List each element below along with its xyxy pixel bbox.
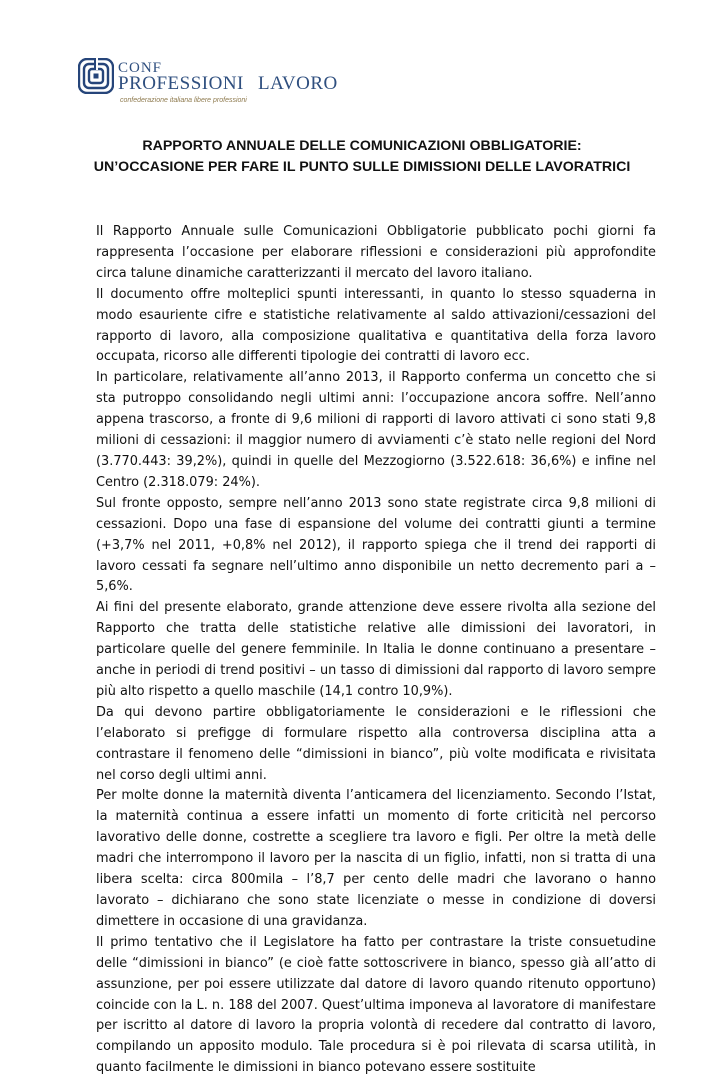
- confprofessioni-wordmark: [118, 58, 338, 108]
- logo-line2: PROFESSIONI: [118, 73, 244, 94]
- paragraph: In particolare, relativamente all’anno 2013, il Rapporto conferma un concetto che si sta putroppo consolidando negli ultimi anni: l’occupazione ancora soffre. Nell’anno appena trascorso, a fronte di 9,6 milioni di rapporti di lavoro attivati ci sono stati 9,8 milioni di cessazioni: il maggior numero di avviamenti c’è stato nelle regioni del Nord (3.770.443: 39,2%), quindi in quelle del Mezzogiorno (3.522.618: 36,6%) e infine nel Centro (2.318.079: 24%).: [96, 370, 656, 490]
- document-title: [60, 136, 664, 178]
- document-body: [96, 222, 656, 1079]
- paragraph: Il primo tentativo che il Legislatore ha fatto per contrastare la triste consuetudine delle “dimissioni in bianco” (e cioè fatte sottoscrivere in bianco, spesso già all’atto di assunzione, per poi essere utilizzate dal datore di lavoro quando ritenuto opportuno) coincide con la L. n. 188 del 2007. Quest’ultima imponeva al lavoratore di manifestare per iscritto al datore di lavoro la propria volontà di recedere dal contratto di lavoro, compilando un apposito modulo. Tale procedura si è poi rilevata di scarsa utilità, in quanto facilmente le dimissioni in bianco potevano essere sostituite: [96, 934, 656, 1076]
- paragraph: Ai fini del presente elaborato, grande attenzione deve essere rivolta alla sezione del Rapporto che tratta delle statistiche relative alle dimissioni dei lavoratori, in particolare quelle del genere femminile. In Italia le donne continuano a presentare – anche in periodi di trend positivi – un tasso di dimissioni dal rapporto di lavoro sempre più alto rispetto a quello maschile (14,1 contro 10,9%).: [96, 600, 656, 699]
- title-line-1: RAPPORTO ANNUALE DELLE COMUNICAZIONI OBBLIGATORIE:: [142, 138, 582, 154]
- title-line-2: UN’OCCASIONE PER FARE IL PUNTO SULLE DIMISSIONI DELLE LAVORATRICI: [93, 159, 631, 175]
- paragraph: Il Rapporto Annuale sulle Comunicazioni Obbligatorie pubblicato pochi giorni fa rappresenta l’occasione per elaborare riflessioni e considerazioni più approfondite circa talune dinamiche caratterizzanti il mercato del lavoro italiano.: [96, 224, 656, 281]
- paragraph: Per molte donne la maternità diventa l’anticamera del licenziamento. Secondo l’Istat, la maternità continua a essere infatti un momento di forte criticità nel percorso lavorativo delle donne, costrette a scegliere tra lavoro e figli. Per oltre la metà delle madri che interrompono il lavoro per la nascita di un figlio, infatti, non si tratta di una libera scelta: circa 800mila – l’8,7 per cento delle madri che lavorano o hanno lavorato – dichiarano che sono state licenziate o messe in condizione di doversi dimettere in occasione di una gravidanza.: [96, 788, 656, 929]
- logo-line1: CONF: [118, 60, 163, 76]
- paragraph: Da qui devono partire obbligatoriamente le considerazioni e le riflessioni che l’elaborato si prefigge di formulare rispetto alla controversa disciplina atta a contrastare il fenomeno delle “dimissioni in bianco”, più volte modificata e rivisitata nel corso degli ultimi anni.: [96, 704, 656, 783]
- logo-tagline: confederazione italiana libere professioni: [120, 97, 247, 104]
- paragraph: Il documento offre molteplici spunti interessanti, in quanto lo stesso squaderna in modo esauriente cifre e statistiche relativamente al saldo attivazioni/cessazioni del rapporto di lavoro, alla composizione qualitativa e quantitativa della forza lavoro occupata, ricorso alle differenti tipologie dei contratti di lavoro ecc.: [96, 286, 656, 365]
- confprofessioni-logo: [78, 58, 338, 110]
- confprofessioni-emblem-icon: [78, 58, 114, 94]
- logo-line3: LAVORO: [258, 73, 338, 94]
- paragraph: Sul fronte opposto, sempre nell’anno 2013 sono state registrate circa 9,8 milioni di cessazioni. Dopo una fase di espansione del volume dei contratti giunti a termine (+3,7% nel 2011, +0,8% nel 2012), il rapporto spiega che il trend dei rapporti di lavoro cessati fa segnare nell’ultimo anno disponibile un netto decremento pari a – 5,6%.: [96, 495, 656, 595]
